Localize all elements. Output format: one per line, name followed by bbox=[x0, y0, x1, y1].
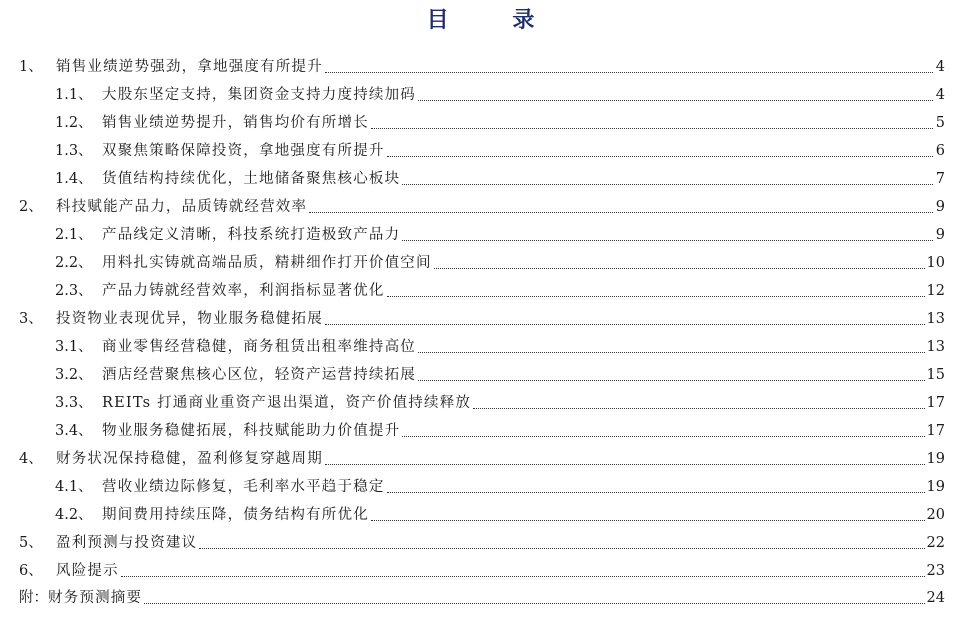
toc-text: 大股东坚定支持，集团资金支持力度持续加码 bbox=[102, 87, 416, 103]
toc-number: 4.2、 bbox=[55, 507, 93, 523]
toc-entry[interactable] bbox=[19, 48, 945, 76]
toc-text: 科技赋能产品力，品质铸就经营效率 bbox=[56, 199, 308, 215]
toc-leader bbox=[402, 435, 924, 437]
toc-entry[interactable] bbox=[55, 132, 945, 160]
toc-page: 7 bbox=[935, 171, 945, 187]
toc-number: 1.3、 bbox=[55, 143, 93, 159]
toc-page: 4 bbox=[935, 59, 945, 75]
toc-text: 期间费用持续压降，债务结构有所优化 bbox=[102, 507, 369, 523]
toc-text: 营收业绩边际修复，毛利率水平趋于稳定 bbox=[102, 479, 385, 495]
toc-entry[interactable] bbox=[55, 272, 945, 300]
toc-number: 2.1、 bbox=[55, 227, 93, 243]
toc-page: 4 bbox=[935, 87, 945, 103]
toc-number: 附： bbox=[19, 590, 48, 606]
toc-page: 15 bbox=[926, 367, 945, 383]
toc-text: 盈利预测与投资建议 bbox=[56, 535, 198, 551]
toc-page: 22 bbox=[926, 535, 945, 551]
toc-page: 13 bbox=[926, 311, 945, 327]
toc-entry[interactable] bbox=[19, 524, 945, 552]
toc-text: 双聚焦策略保障投资，拿地强度有所提升 bbox=[102, 143, 385, 159]
toc-number: 2.3、 bbox=[55, 283, 93, 299]
toc-entry[interactable] bbox=[55, 496, 945, 524]
toc-leader bbox=[434, 267, 925, 269]
toc-leader bbox=[418, 379, 925, 381]
toc-text: 风险提示 bbox=[56, 563, 119, 579]
toc-entry[interactable] bbox=[55, 468, 945, 496]
toc-leader bbox=[325, 71, 933, 73]
toc-entry[interactable] bbox=[55, 412, 945, 440]
toc-page: 20 bbox=[926, 507, 945, 523]
toc-text: 货值结构持续优化，土地储备聚焦核心板块 bbox=[102, 171, 401, 187]
toc-leader bbox=[418, 99, 933, 101]
toc-number: 3.2、 bbox=[55, 367, 93, 383]
toc-number: 3.3、 bbox=[55, 395, 93, 411]
toc-entry[interactable] bbox=[55, 76, 945, 104]
toc-text: 物业服务稳健拓展，科技赋能助力价值提升 bbox=[102, 423, 401, 439]
toc-page: 5 bbox=[935, 115, 945, 131]
toc-number: 1.4、 bbox=[55, 171, 93, 187]
toc-number: 3.4、 bbox=[55, 423, 93, 439]
toc-text: 投资物业表现优异，物业服务稳健拓展 bbox=[56, 311, 323, 327]
toc-leader bbox=[309, 211, 933, 213]
toc-text: 销售业绩逆势提升，销售均价有所增长 bbox=[102, 115, 369, 131]
toc-entry[interactable] bbox=[19, 440, 945, 468]
toc-entry[interactable] bbox=[55, 356, 945, 384]
toc-leader bbox=[387, 491, 925, 493]
toc-title: 目 录 bbox=[426, 7, 563, 33]
toc-entry[interactable] bbox=[55, 384, 945, 412]
toc-entry[interactable] bbox=[55, 104, 945, 132]
toc-leader bbox=[199, 547, 924, 549]
toc-page: 19 bbox=[926, 479, 945, 495]
toc-leader bbox=[121, 575, 925, 577]
toc-leader bbox=[371, 519, 925, 521]
toc-text: 用料扎实铸就高端品质，精耕细作打开价值空间 bbox=[102, 255, 432, 271]
toc-entry[interactable] bbox=[19, 552, 945, 580]
toc-page: 17 bbox=[926, 423, 945, 439]
toc-page: 9 bbox=[935, 199, 945, 215]
toc-leader bbox=[371, 127, 933, 129]
toc-leader bbox=[418, 351, 925, 353]
toc-text: 产品线定义清晰，科技系统打造极致产品力 bbox=[102, 227, 401, 243]
toc-number: 3、 bbox=[19, 311, 43, 327]
toc-number: 6、 bbox=[19, 563, 43, 579]
toc-text: 销售业绩逆势强劲，拿地强度有所提升 bbox=[56, 59, 323, 75]
toc-page: 23 bbox=[926, 563, 945, 579]
toc-text: 产品力铸就经营效率，利润指标显著优化 bbox=[102, 283, 385, 299]
toc-text: 财务预测摘要 bbox=[48, 590, 143, 606]
toc-number: 4.1、 bbox=[55, 479, 93, 495]
toc-number: 1.2、 bbox=[55, 115, 93, 131]
toc-leader bbox=[387, 295, 925, 297]
toc-leader bbox=[402, 239, 933, 241]
toc-entry[interactable] bbox=[19, 188, 945, 216]
toc-leader bbox=[144, 602, 924, 604]
toc-entry[interactable] bbox=[55, 216, 945, 244]
toc-number: 2.2、 bbox=[55, 255, 93, 271]
toc-number: 4、 bbox=[19, 451, 43, 467]
toc-entry[interactable] bbox=[19, 579, 945, 607]
toc-entry[interactable] bbox=[55, 244, 945, 272]
toc-leader bbox=[325, 463, 925, 465]
toc-text: REITs 打通商业重资产退出渠道，资产价值持续释放 bbox=[102, 395, 472, 411]
toc-page: 6 bbox=[935, 143, 945, 159]
toc-text: 财务状况保持稳健，盈利修复穿越周期 bbox=[56, 451, 323, 467]
toc-page: 12 bbox=[926, 283, 945, 299]
toc-page: 17 bbox=[926, 395, 945, 411]
toc-leader bbox=[387, 155, 933, 157]
toc-text: 商业零售经营稳健，商务租赁出租率维持高位 bbox=[102, 339, 416, 355]
toc-entry[interactable] bbox=[55, 160, 945, 188]
toc-text: 酒店经营聚焦核心区位，轻资产运营持续拓展 bbox=[102, 367, 416, 383]
toc-leader bbox=[473, 407, 924, 409]
toc-page: 19 bbox=[926, 451, 945, 467]
toc-entry[interactable] bbox=[55, 328, 945, 356]
toc-page: 9 bbox=[935, 227, 945, 243]
toc-entry[interactable] bbox=[19, 300, 945, 328]
toc-leader bbox=[325, 323, 925, 325]
toc-number: 2、 bbox=[19, 199, 43, 215]
toc-page: 24 bbox=[926, 590, 945, 606]
toc-number: 1、 bbox=[19, 59, 43, 75]
toc-leader bbox=[402, 183, 933, 185]
toc-number: 1.1、 bbox=[55, 87, 93, 103]
toc-number: 5、 bbox=[19, 535, 43, 551]
toc-page: 10 bbox=[926, 255, 945, 271]
toc-number: 3.1、 bbox=[55, 339, 93, 355]
toc-page: 13 bbox=[926, 339, 945, 355]
